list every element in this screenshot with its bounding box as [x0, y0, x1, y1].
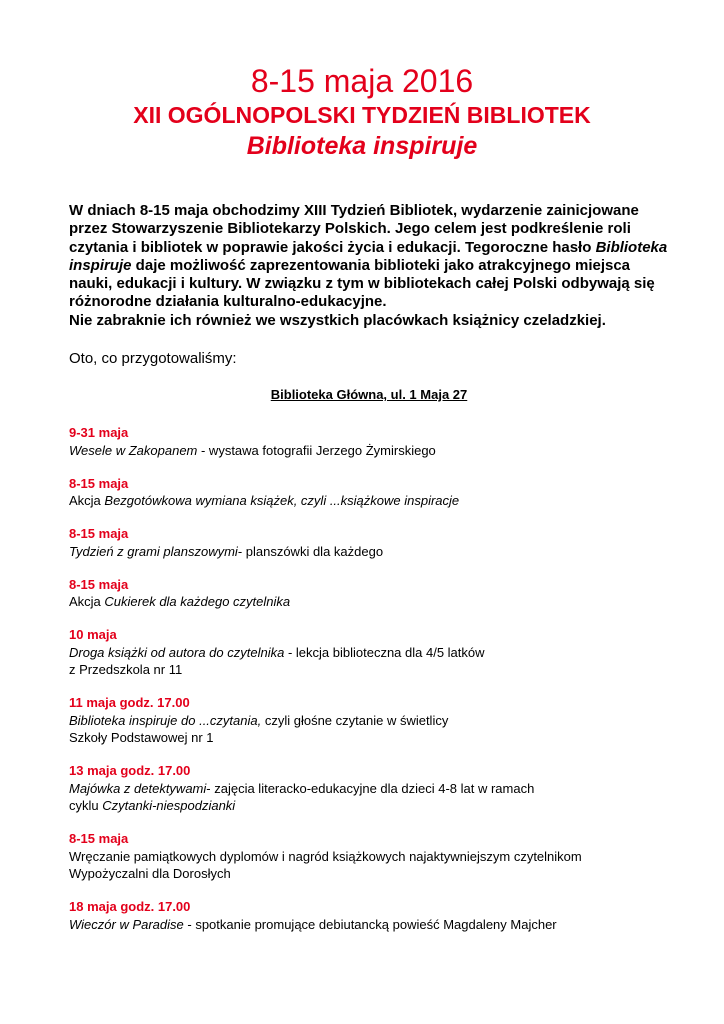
event-text: - spotkanie promujące debiutancką powieść Magdaleny Majcher: [183, 916, 557, 932]
event-description-line: [69, 848, 669, 866]
event-title-italic: Wieczór w Paradise: [69, 916, 184, 932]
event-item: [69, 475, 669, 510]
event-text: - zajęcia literacko-edukacyjne dla dzieci 4-8 lat w ramach: [206, 780, 535, 796]
event-date: 8-15 maja: [69, 576, 129, 592]
event-title-italic: Wesele w Zakopanem: [69, 442, 198, 458]
event-text: cyklu: [69, 798, 103, 814]
event-description-line: [69, 492, 669, 510]
event-description-line: [69, 780, 669, 798]
event-description-line: [69, 712, 669, 730]
event-item: [69, 424, 669, 459]
event-description-line: [69, 661, 669, 679]
program-lead: Oto, co przygotowaliśmy:: [69, 350, 237, 368]
location-heading: Biblioteka Główna, ul. 1 Maja 27: [270, 387, 468, 403]
event-date: 18 maja godz. 17.00: [69, 899, 191, 915]
event-item: [69, 576, 669, 611]
event-date: 13 maja godz. 17.00: [69, 763, 191, 779]
event-text: Wręczanie pamiątkowych dyplomów i nagród książkowych najaktywniejszym czytelnikom: [69, 848, 582, 864]
event-text: czyli głośne czytanie w świetlicy: [261, 712, 449, 728]
event-title-italic: Droga książki od autora do czytelnika: [69, 644, 285, 660]
event-description-line: [69, 729, 669, 747]
event-description-line: [69, 543, 669, 561]
event-description-line: [69, 593, 669, 611]
event-item: [69, 525, 669, 560]
event-description-line: [69, 865, 669, 883]
event-title-italic: Biblioteka inspiruje do ...czytania,: [69, 712, 262, 728]
document-header: [0, 62, 724, 162]
event-date: 10 maja: [69, 627, 117, 643]
event-title-italic: Bezgotówkowa wymiana książek, czyli ...książkowe inspiracje: [104, 493, 460, 509]
intro-text-closing: Nie zabraknie ich również we wszystkich placówkach książnicy czeladzkiej.: [69, 311, 606, 329]
title-date: 8-15 maja 2016: [250, 63, 474, 99]
event-description-line: [69, 797, 669, 815]
document-body: [69, 202, 669, 949]
event-text: - lekcja biblioteczna dla 4/5 latków: [284, 644, 485, 660]
event-item: [69, 898, 669, 933]
event-text: - planszówki dla każdego: [237, 543, 384, 559]
event-description-line: [69, 916, 669, 934]
event-text: Akcja: [69, 594, 105, 610]
event-item: [69, 762, 669, 815]
intro-text-a: W dniach 8-15 maja obchodzimy XIII Tydzień Bibliotek, wydarzenie zainicjowane przez Stowarzyszenie Bibliotekarzy Polskich. Jego celem jest podkreślenie roli czytania i bibliotek w poprawie jakości życia i edukacji. Tegoroczne hasło: [69, 202, 639, 256]
intro-text-b: daje możliwość zaprezentowania biblioteki jako atrakcyjnego miejsca nauki, edukacji i kultury. W związku z tym w bibliotekach całej Polski odbywają się różnorodne działania kulturalno-edukacyjne.: [69, 256, 655, 311]
intro-text-italic: Biblioteka inspiruje: [69, 238, 668, 274]
intro-paragraph: [69, 202, 669, 330]
event-date: 11 maja godz. 17.00: [69, 695, 190, 711]
event-text: Akcja: [69, 493, 105, 509]
event-date: 9-31 maja: [69, 425, 129, 441]
event-text: z Przedszkola nr 11: [69, 662, 183, 678]
event-title-italic: Tydzień z grami planszowymi: [69, 543, 238, 559]
title-subtitle: Biblioteka inspiruje: [246, 132, 478, 160]
event-title-italic: Majówka z detektywami: [69, 780, 207, 796]
event-description-line: [69, 644, 669, 662]
event-title-italic: Czytanki-niespodzianki: [102, 798, 236, 814]
event-description-line: [69, 442, 669, 460]
event-date: 8-15 maja: [69, 526, 129, 542]
event-text: - wystawa fotografii Jerzego Żymirskiego: [197, 442, 436, 458]
events-list: [69, 424, 669, 933]
event-item: [69, 830, 669, 883]
event-item: [69, 694, 669, 747]
event-date: 8-15 maja: [69, 831, 129, 847]
event-item: [69, 626, 669, 679]
event-date: 8-15 maja: [69, 475, 129, 491]
event-text: Szkoły Podstawowej nr 1: [69, 730, 214, 746]
event-text: Wypożyczalni dla Dorosłych: [69, 866, 231, 882]
event-title-italic: Cukierek dla każdego czytelnika: [104, 594, 291, 610]
title-main: XII OGÓLNOPOLSKI TYDZIEŃ BIBLIOTEK: [133, 102, 591, 128]
